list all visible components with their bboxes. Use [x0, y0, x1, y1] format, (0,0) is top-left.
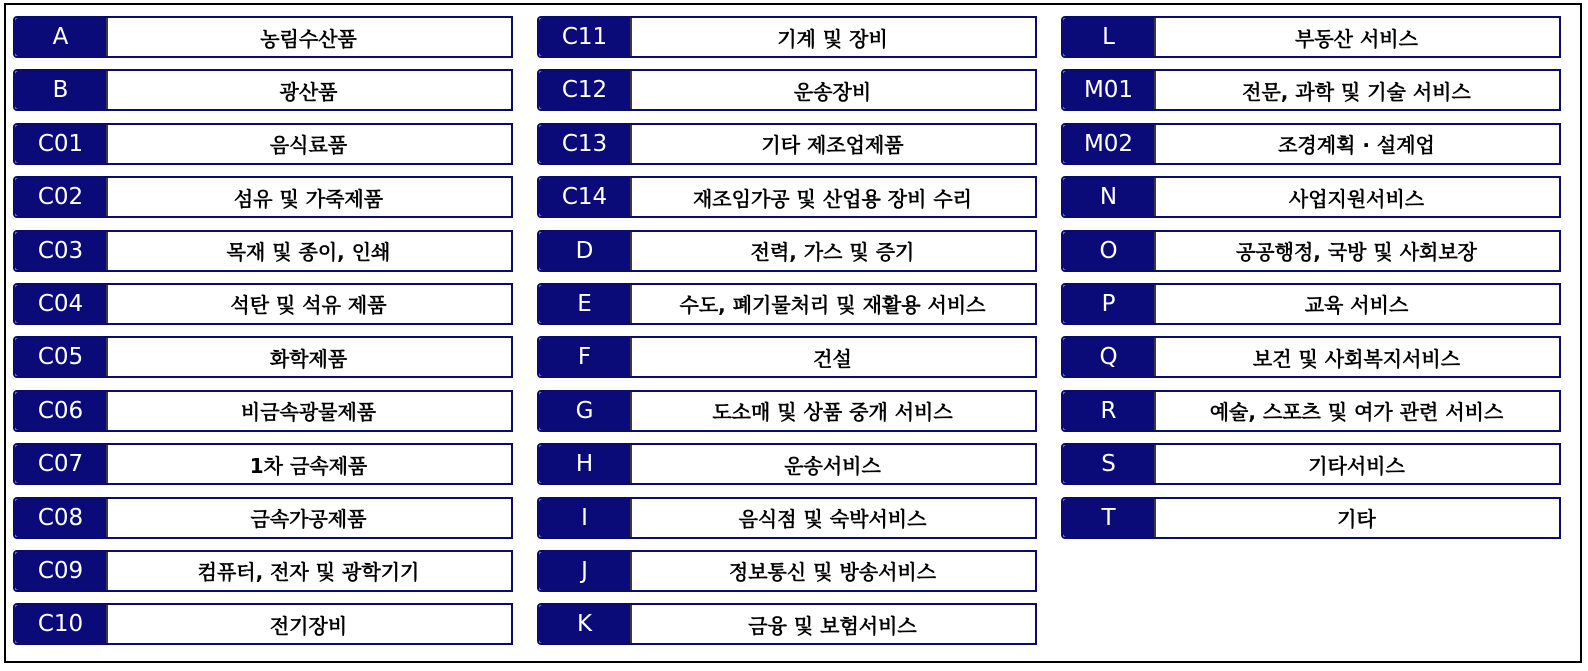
industry-code: C08	[15, 499, 106, 537]
industry-item	[1061, 443, 1561, 485]
industry-code: C06	[15, 392, 106, 430]
industry-item	[1061, 283, 1561, 325]
industry-label: 건설	[813, 346, 852, 371]
industry-item	[13, 69, 513, 111]
industry-item	[13, 123, 513, 165]
industry-item	[13, 443, 513, 485]
industry-label: 금속가공제품	[250, 507, 367, 532]
industry-code: M02	[1063, 125, 1154, 163]
industry-code: C14	[539, 178, 630, 216]
industry-label: 재조임가공 및 산업용 장비 수리	[692, 186, 972, 211]
industry-code: T	[1063, 499, 1154, 537]
industry-code: C01	[15, 125, 106, 163]
column-3	[1061, 16, 1561, 550]
industry-item	[13, 283, 513, 325]
industry-code: S	[1063, 445, 1154, 483]
industry-item	[13, 230, 513, 272]
industry-code: C02	[15, 178, 106, 216]
industry-code: H	[539, 445, 630, 483]
industry-label: 기타 제조업제품	[761, 133, 904, 158]
industry-item	[537, 443, 1037, 485]
industry-label: 섬유 및 가죽제품	[233, 186, 384, 211]
industry-item	[537, 123, 1037, 165]
industry-label: 정보통신 및 방송서비스	[728, 560, 937, 585]
industry-item	[537, 603, 1037, 645]
industry-item	[537, 336, 1037, 378]
industry-item	[13, 176, 513, 218]
industry-item	[1061, 336, 1561, 378]
industry-item	[13, 390, 513, 432]
industry-code: C13	[539, 125, 630, 163]
industry-code: K	[539, 605, 630, 643]
industry-label: 도소매 및 상품 중개 서비스	[712, 400, 953, 425]
industry-code: G	[539, 392, 630, 430]
industry-code-table	[4, 3, 1582, 663]
industry-code: L	[1063, 18, 1154, 56]
industry-item	[537, 176, 1037, 218]
industry-item	[1061, 390, 1561, 432]
industry-code: D	[539, 232, 630, 270]
industry-item	[537, 283, 1037, 325]
industry-label: 금융 및 보험서비스	[748, 613, 917, 638]
industry-item	[537, 69, 1037, 111]
industry-label: 전기장비	[269, 613, 348, 638]
industry-label: 운송장비	[793, 79, 872, 104]
industry-code: M01	[1063, 71, 1154, 109]
industry-code: C05	[15, 338, 106, 376]
industry-code: E	[539, 285, 630, 323]
industry-item	[1061, 176, 1561, 218]
industry-code: A	[15, 18, 106, 56]
industry-label: 음식점 및 숙박서비스	[738, 507, 927, 532]
industry-item	[1061, 123, 1561, 165]
industry-item	[537, 230, 1037, 272]
industry-label: 비금속광물제품	[240, 400, 377, 425]
industry-label: 사업지원서비스	[1288, 186, 1425, 211]
industry-label: 화학제품	[269, 346, 348, 371]
industry-label: 보건 및 사회복지서비스	[1252, 346, 1461, 371]
industry-item	[13, 336, 513, 378]
industry-code: C07	[15, 445, 106, 483]
industry-item	[537, 390, 1037, 432]
industry-code: C03	[15, 232, 106, 270]
industry-label: 수도, 폐기물처리 및 재활용 서비스	[679, 293, 986, 318]
industry-label: 기계 및 장비	[777, 26, 888, 51]
industry-code: C09	[15, 552, 106, 590]
industry-label: 목재 및 종이, 인쇄	[226, 240, 391, 265]
industry-code: C04	[15, 285, 106, 323]
column-1	[13, 16, 513, 657]
industry-label: 조경계획 · 설계업	[1278, 133, 1435, 158]
industry-code: B	[15, 71, 106, 109]
industry-label: 전문, 과학 및 기술 서비스	[1242, 79, 1471, 104]
industry-code: N	[1063, 178, 1154, 216]
industry-label: 교육 서비스	[1304, 293, 1409, 318]
industry-code: P	[1063, 285, 1154, 323]
industry-code: F	[539, 338, 630, 376]
industry-label: 운송서비스	[784, 453, 881, 478]
industry-label: 석탄 및 석유 제품	[230, 293, 387, 318]
industry-label: 예술, 스포츠 및 여가 관련 서비스	[1209, 400, 1504, 425]
industry-item	[537, 497, 1037, 539]
industry-label: 기타서비스	[1308, 453, 1405, 478]
industry-item	[1061, 16, 1561, 58]
industry-item	[537, 550, 1037, 592]
industry-label: 전력, 가스 및 증기	[750, 240, 915, 265]
industry-label: 음식료품	[269, 133, 348, 158]
industry-item	[1061, 497, 1561, 539]
industry-item	[13, 16, 513, 58]
industry-code: C11	[539, 18, 630, 56]
industry-item	[537, 16, 1037, 58]
industry-label: 기타	[1337, 507, 1376, 532]
industry-item	[1061, 230, 1561, 272]
industry-label: 광산품	[279, 79, 338, 104]
industry-code: C12	[539, 71, 630, 109]
column-2	[537, 16, 1037, 657]
industry-code: C10	[15, 605, 106, 643]
industry-label: 컴퓨터, 전자 및 광학기기	[197, 560, 420, 585]
industry-label: 공공행정, 국방 및 사회보장	[1235, 240, 1477, 265]
industry-item	[13, 497, 513, 539]
industry-label: 부동산 서비스	[1295, 26, 1418, 51]
industry-item	[1061, 69, 1561, 111]
industry-item	[13, 603, 513, 645]
industry-code: R	[1063, 392, 1154, 430]
industry-label: 농림수산품	[260, 26, 357, 51]
industry-label: 1차 금속제품	[249, 453, 368, 478]
industry-item	[13, 550, 513, 592]
industry-code: Q	[1063, 338, 1154, 376]
industry-code: J	[539, 552, 630, 590]
industry-code: O	[1063, 232, 1154, 270]
industry-code: I	[539, 499, 630, 537]
